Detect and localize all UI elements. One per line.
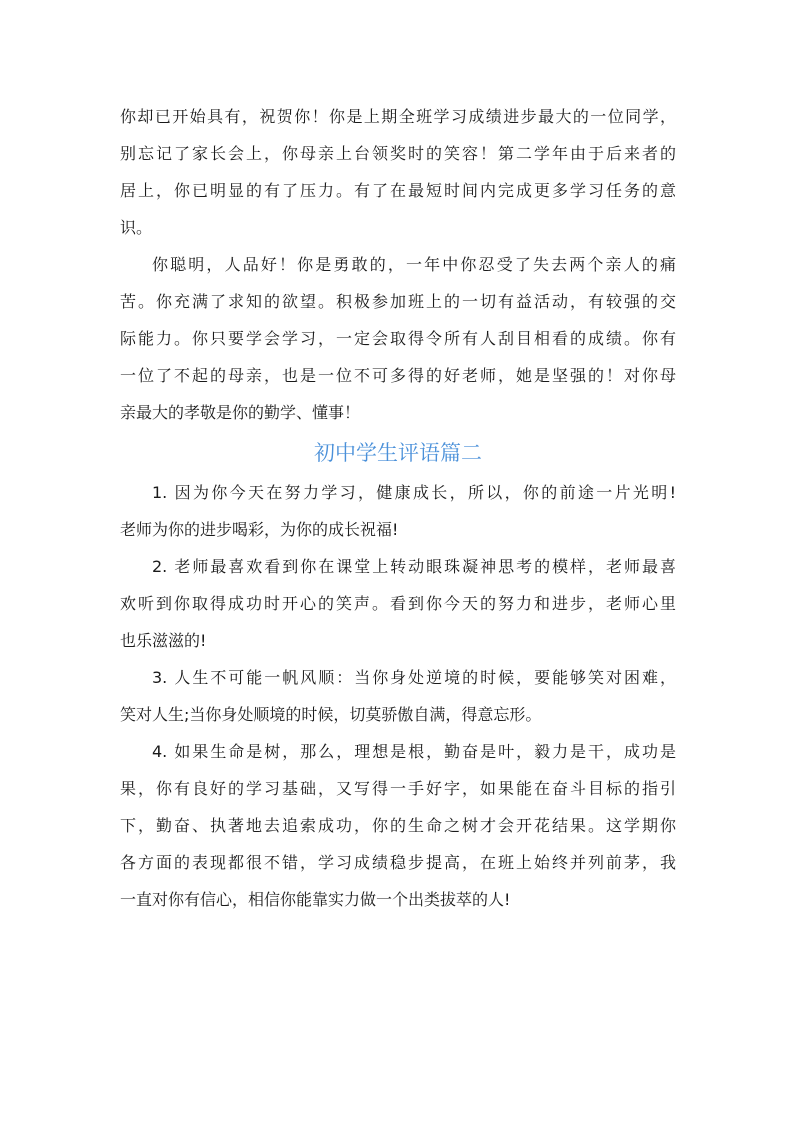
list-item bbox=[120, 474, 676, 548]
text-line: 别忘记了家长会上，你母亲上台领奖时的笑容！第二学年由于后来者的 bbox=[120, 144, 676, 163]
text-line: 居上，你已明显的有了压力。有了在最短时间内完成更多学习任务的意 bbox=[120, 181, 676, 200]
text-line: 2. 老师最喜欢看到你在课堂上转动眼珠凝神思考的模样，老师最喜 bbox=[152, 557, 676, 576]
text-line: 笑对人生;当你身处顺境的时候，切莫骄傲自满，得意忘形。 bbox=[120, 705, 542, 724]
text-line: 亲最大的孝敬是你的勤学、懂事！ bbox=[120, 403, 361, 422]
text-line: 一位了不起的母亲，也是一位不可多得的好老师，她是坚强的！对你母 bbox=[120, 366, 676, 385]
text-line: 你聪明，人品好！你是勇敢的，一年中你忍受了失去两个亲人的痛 bbox=[152, 255, 676, 274]
text-line: 3. 人生不可能一帆风顺：当你身处逆境的时候，要能够笑对困难， bbox=[152, 668, 676, 687]
text-line: 下，勤奋、执著地去追索成功，你的生命之树才会开花结果。这学期你 bbox=[120, 816, 676, 835]
text-line: 一直对你有信心，相信你能靠实力做一个出类拔萃的人! bbox=[120, 890, 511, 909]
text-line: 你却已开始具有，祝贺你！你是上期全班学习成绩进步最大的一位同学， bbox=[120, 107, 676, 126]
text-line: 际能力。你只要学会学习，一定会取得令所有人刮目相看的成绩。你有 bbox=[120, 329, 676, 348]
text-line: 4. 如果生命是树，那么，理想是根，勤奋是叶，毅力是干，成功是 bbox=[152, 742, 676, 761]
text-line: 1. 因为你今天在努力学习，健康成长，所以，你的前途一片光明! bbox=[152, 483, 676, 502]
text-line: 果，你有良好的学习基础，又写得一手好字，如果能在奋斗目标的指引 bbox=[120, 779, 676, 798]
list-item bbox=[120, 733, 676, 918]
section-heading: 初中学生评语篇二 bbox=[314, 441, 482, 465]
text-line: 欢听到你取得成功时开心的笑声。看到你今天的努力和进步，老师心里 bbox=[120, 594, 676, 613]
text-line: 识。 bbox=[120, 218, 153, 237]
document-body bbox=[120, 98, 676, 918]
paragraph-continued bbox=[120, 98, 676, 246]
list-item bbox=[120, 659, 676, 733]
text-line: 也乐滋滋的! bbox=[120, 631, 207, 650]
text-line: 各方面的表现都很不错，学习成绩稳步提高，在班上始终并列前茅，我 bbox=[120, 853, 676, 872]
text-line: 苦。你充满了求知的欲望。积极参加班上的一切有益活动，有较强的交 bbox=[120, 292, 676, 311]
list-item bbox=[120, 548, 676, 659]
paragraph-comment bbox=[120, 246, 676, 431]
text-line: 老师为你的进步喝彩，为你的成长祝福! bbox=[120, 520, 399, 539]
